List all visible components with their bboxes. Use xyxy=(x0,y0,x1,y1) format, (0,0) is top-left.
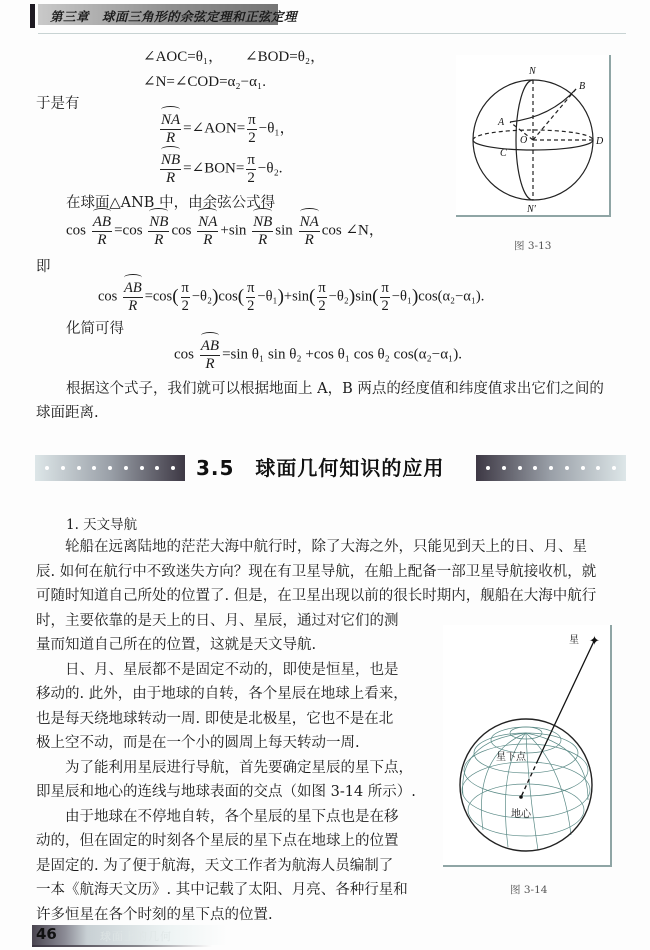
p2-line: 极上空不动，而是在一个小的圆周上每天转动一周. xyxy=(36,735,360,751)
label-sub-point: 星下点 xyxy=(496,752,526,763)
text-simplify: 化简可得 xyxy=(66,321,124,337)
page-number: 46 xyxy=(36,925,57,943)
p1-line: 时，主要依靠的是天上的日、月、星辰，通过对它们的测 xyxy=(36,612,399,629)
conclusion-line-1: 根据这个式子，我们就可以根据地面上 A，B 两点的经度值和纬度值求出它们之间的 xyxy=(66,381,604,397)
conclusion-line-2: 球面距离. xyxy=(36,405,99,421)
subsection-title: 1. 天文导航 xyxy=(66,517,138,533)
label-b: B xyxy=(579,81,586,92)
label-d: D xyxy=(596,136,604,147)
chapter-title: 第三章 球面三角形的余弦定理和正弦定理 xyxy=(50,9,298,24)
header-mark xyxy=(30,4,35,28)
section-title: 3.5 球面几何知识的应用 xyxy=(196,456,445,480)
paragraph-column xyxy=(36,609,436,928)
section-bar-right xyxy=(476,455,626,481)
label-n: N xyxy=(529,66,536,77)
eq-angle-aoc: ∠AOC=θ₁， xyxy=(143,49,224,65)
label-n-prime: N′ xyxy=(527,204,536,215)
sphere-diagram xyxy=(456,55,609,215)
eq-cosine-rule: cos $\frac{AB}{R}$ =cos $\frac{NB}{R}$ cos $\frac{NA}{R}$ +sin $\frac{NB}{R}$ sin $\frac{NA}{R}$ cos ∠N， xyxy=(66,214,384,248)
p4-line: 动的，但在固定的时刻各个星辰的星下点在地球上的位置 xyxy=(36,833,399,849)
p4-line: 一本《航海天文历》. 其中记载了太阳、月亮、各种行星和 xyxy=(36,882,408,898)
figure-3-13 xyxy=(456,55,611,217)
footer-faded-title: 球面上的几何 xyxy=(100,930,172,943)
label-earth-center: 地心 xyxy=(511,809,531,820)
eq-simplified: cos $\frac{AB}{R}$ =sin θ₁ sin θ₂ +cos θ₁ cos θ₂ cos(α₂−α₁). xyxy=(174,338,462,372)
p1-line: 可随时知道自己所处的位置了. 但是，在卫星出现以前的很长时期内，舰船在大海中航行 xyxy=(36,588,597,604)
p2-line: 也是每天绕地球转动一周. 即使是北极星，它也不是在北 xyxy=(36,710,394,727)
eq-nb-over-r: $\frac{NB}{R}$ =∠BON= $\frac{\pi}{2}$ −θ₂. xyxy=(158,152,283,186)
p1-line: 量而知道自己所在的位置，这就是天文导航. xyxy=(36,637,317,653)
p1-line: 辰. 如何在航行中不致迷失方向？现在有卫星导航，在船上配备一部卫星导航接收机，就 xyxy=(36,563,597,580)
figure-3-13-caption: 图 3-13 xyxy=(514,240,552,252)
section-bar-left xyxy=(35,455,185,481)
p4-line: 由于地球在不停地自转，各个星辰的星下点也是在移 xyxy=(36,808,399,825)
eq-angle-n: ∠N=∠COD=α₂−α₁. xyxy=(143,74,266,90)
celestial-navigation-diagram xyxy=(443,625,610,865)
p4-line: 许多恒星在各个时刻的星下点的位置. xyxy=(36,906,273,923)
text-ji: 即 xyxy=(36,259,51,275)
footer-rule xyxy=(32,945,212,947)
label-star: 星 xyxy=(569,635,579,646)
figure-3-14 xyxy=(443,625,612,867)
p2-line: 日、月、星辰都不是固定不动的，即使是恒星，也是 xyxy=(36,661,399,678)
p3-line: 为了能利用星辰进行导航，首先要确定星辰的星下点， xyxy=(36,759,413,776)
p4-line: 是固定的. 为了便于航海，天文工作者为航海人员编制了 xyxy=(36,857,394,874)
label-o: O xyxy=(520,135,528,146)
eq-expanded: cos $\frac{AB}{R}$ =cos( $\frac{\pi}{2}$ −θ₂)cos( $\frac{\pi}{2}$ −θ₁)+sin( $\frac{\pi}{2}$ −θ₂)sin( $\frac{\pi}{2}$ −θ₁)cos(α₂−α₁). xyxy=(98,280,484,314)
paragraph-1-full xyxy=(36,535,626,609)
p1-line: 轮船在远离陆地的茫茫大海中航行时，除了大海之外，只能见到天上的日、月、星 xyxy=(36,539,587,555)
figure-3-14-caption: 图 3-14 xyxy=(510,884,548,896)
text-in-triangle: 在球面△ANB 中，由余弦公式得 xyxy=(66,195,276,211)
eq-na-over-r: $\frac{NA}{R}$ =∠AON= $\frac{\pi}{2}$ −θ₁， xyxy=(158,112,295,146)
eq-angle-bod: ∠BOD=θ₂， xyxy=(245,49,326,65)
label-c: C xyxy=(500,148,507,159)
text-yushiyou: 于是有 xyxy=(36,96,80,112)
label-a: A xyxy=(498,117,505,128)
header-rule xyxy=(38,33,626,34)
p2-line: 移动的. 此外，由于地球的自转，各个星辰在地球上看来， xyxy=(36,686,408,702)
star-icon: ✦ xyxy=(589,634,600,649)
p3-line: 即星辰和地心的连线与地球表面的交点（如图 3-14 所示）. xyxy=(36,784,416,800)
